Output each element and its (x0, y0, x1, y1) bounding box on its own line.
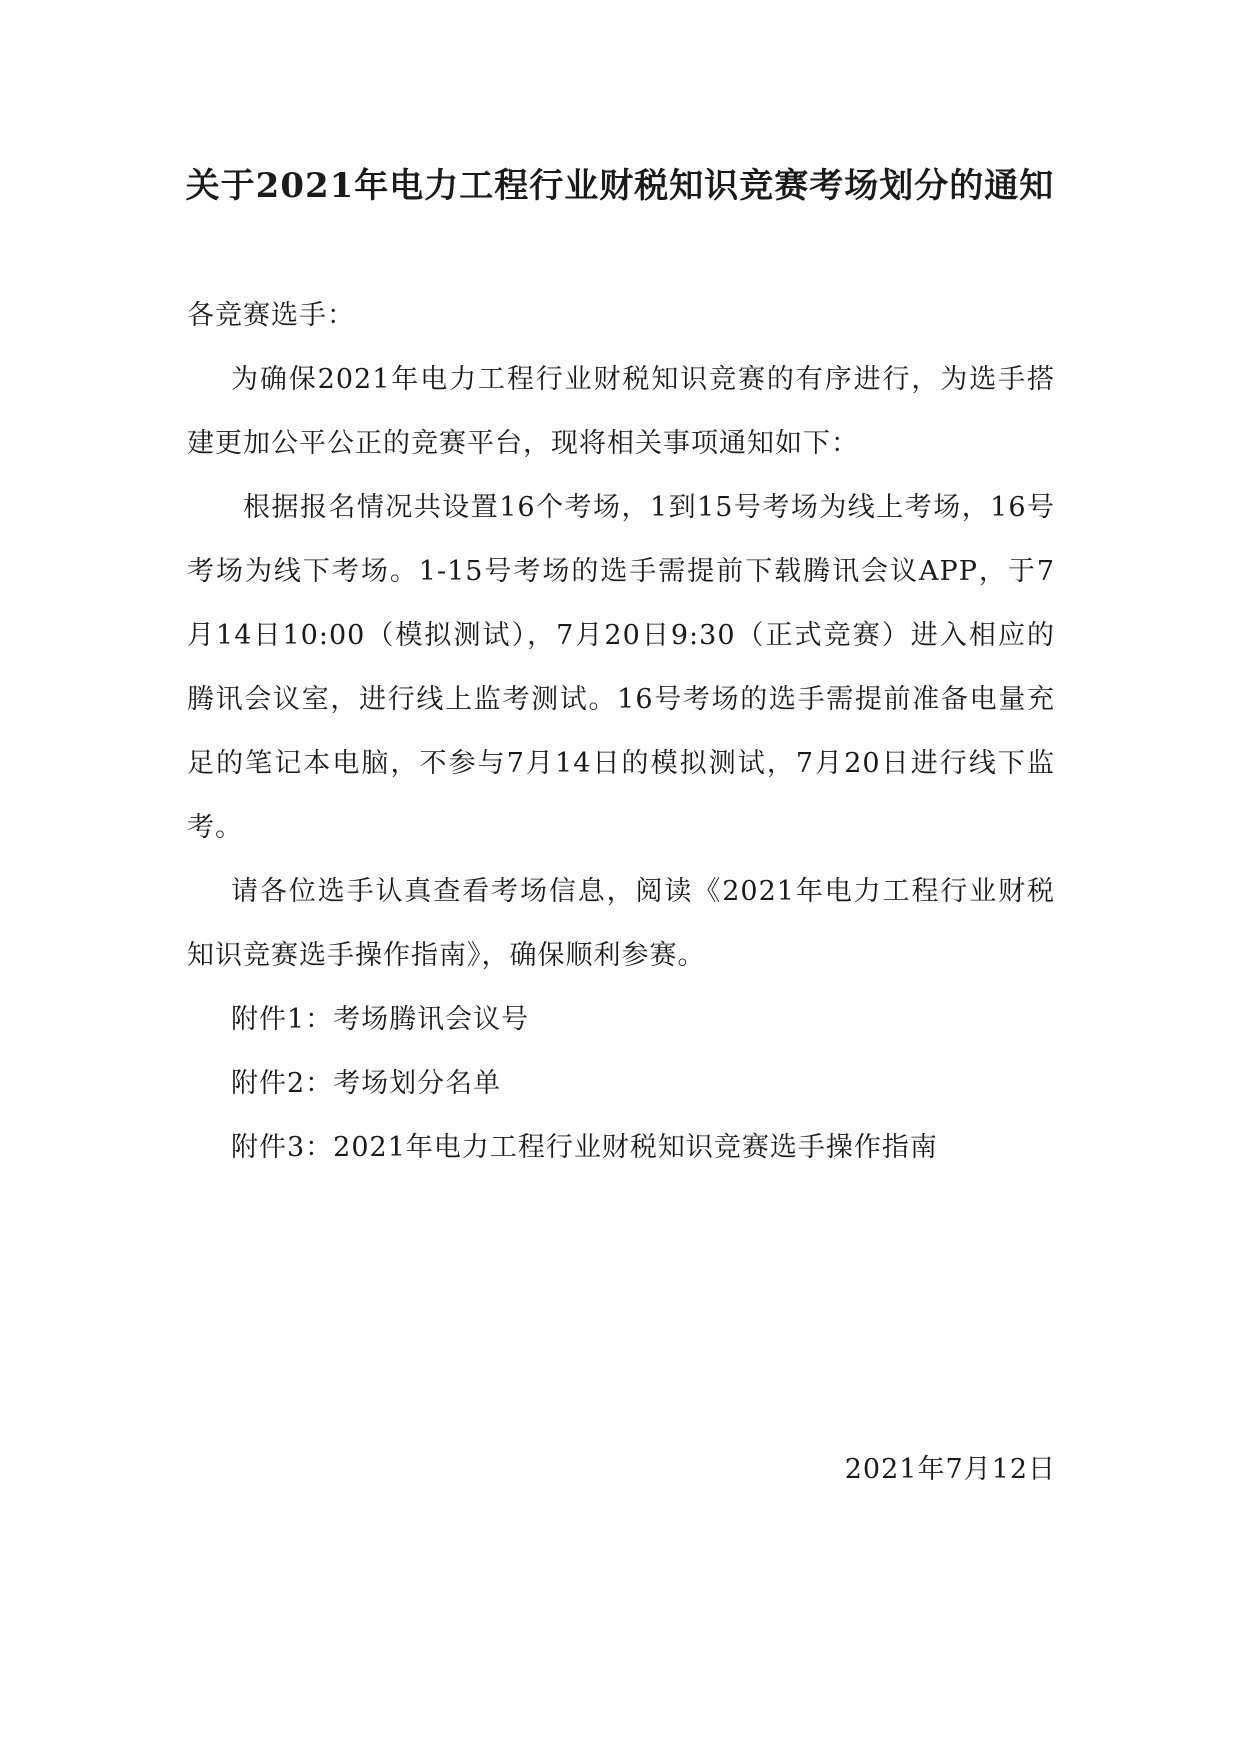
paragraph-intro: 为确保2021年电力工程行业财税知识竞赛的有序进行，为选手搭建更加公平公正的竞赛平台，现将相关事项通知如下： (187, 364, 1055, 459)
document-date: 2021年7月12日 (844, 1454, 1056, 1485)
attachment-item: 附件3：2021年电力工程行业财税知识竞赛选手操作指南 (231, 1132, 938, 1163)
document-title: 关于2021年电力工程行业财税知识竞赛考场划分的通知 (185, 166, 1055, 206)
attachment-item: 附件1：考场腾讯会议号 (231, 1004, 530, 1035)
salutation: 各竞赛选手： (187, 300, 355, 331)
attachment-list (231, 988, 1061, 1180)
attachment-item: 附件2：考场划分名单 (231, 1068, 502, 1099)
paragraph-exam-rooms: 根据报名情况共设置16个考场，1到15号考场为线上考场，16号考场为线下考场。1-15号考场的选手需提前下载腾讯会议APP，于7月14日10:00（模拟测试），7月20日9:30（正式竞赛）进入相应的腾讯会议室，进行线上监考测试。16号考场的选手需提前准备电量充足的笔记本电脑，不参与7月14日的模拟测试，7月20日进行线下监考。 (187, 492, 1055, 843)
paragraph-reminder: 请各位选手认真查看考场信息，阅读《2021年电力工程行业财税知识竞赛选手操作指南》，确保顺利参赛。 (187, 876, 1055, 971)
